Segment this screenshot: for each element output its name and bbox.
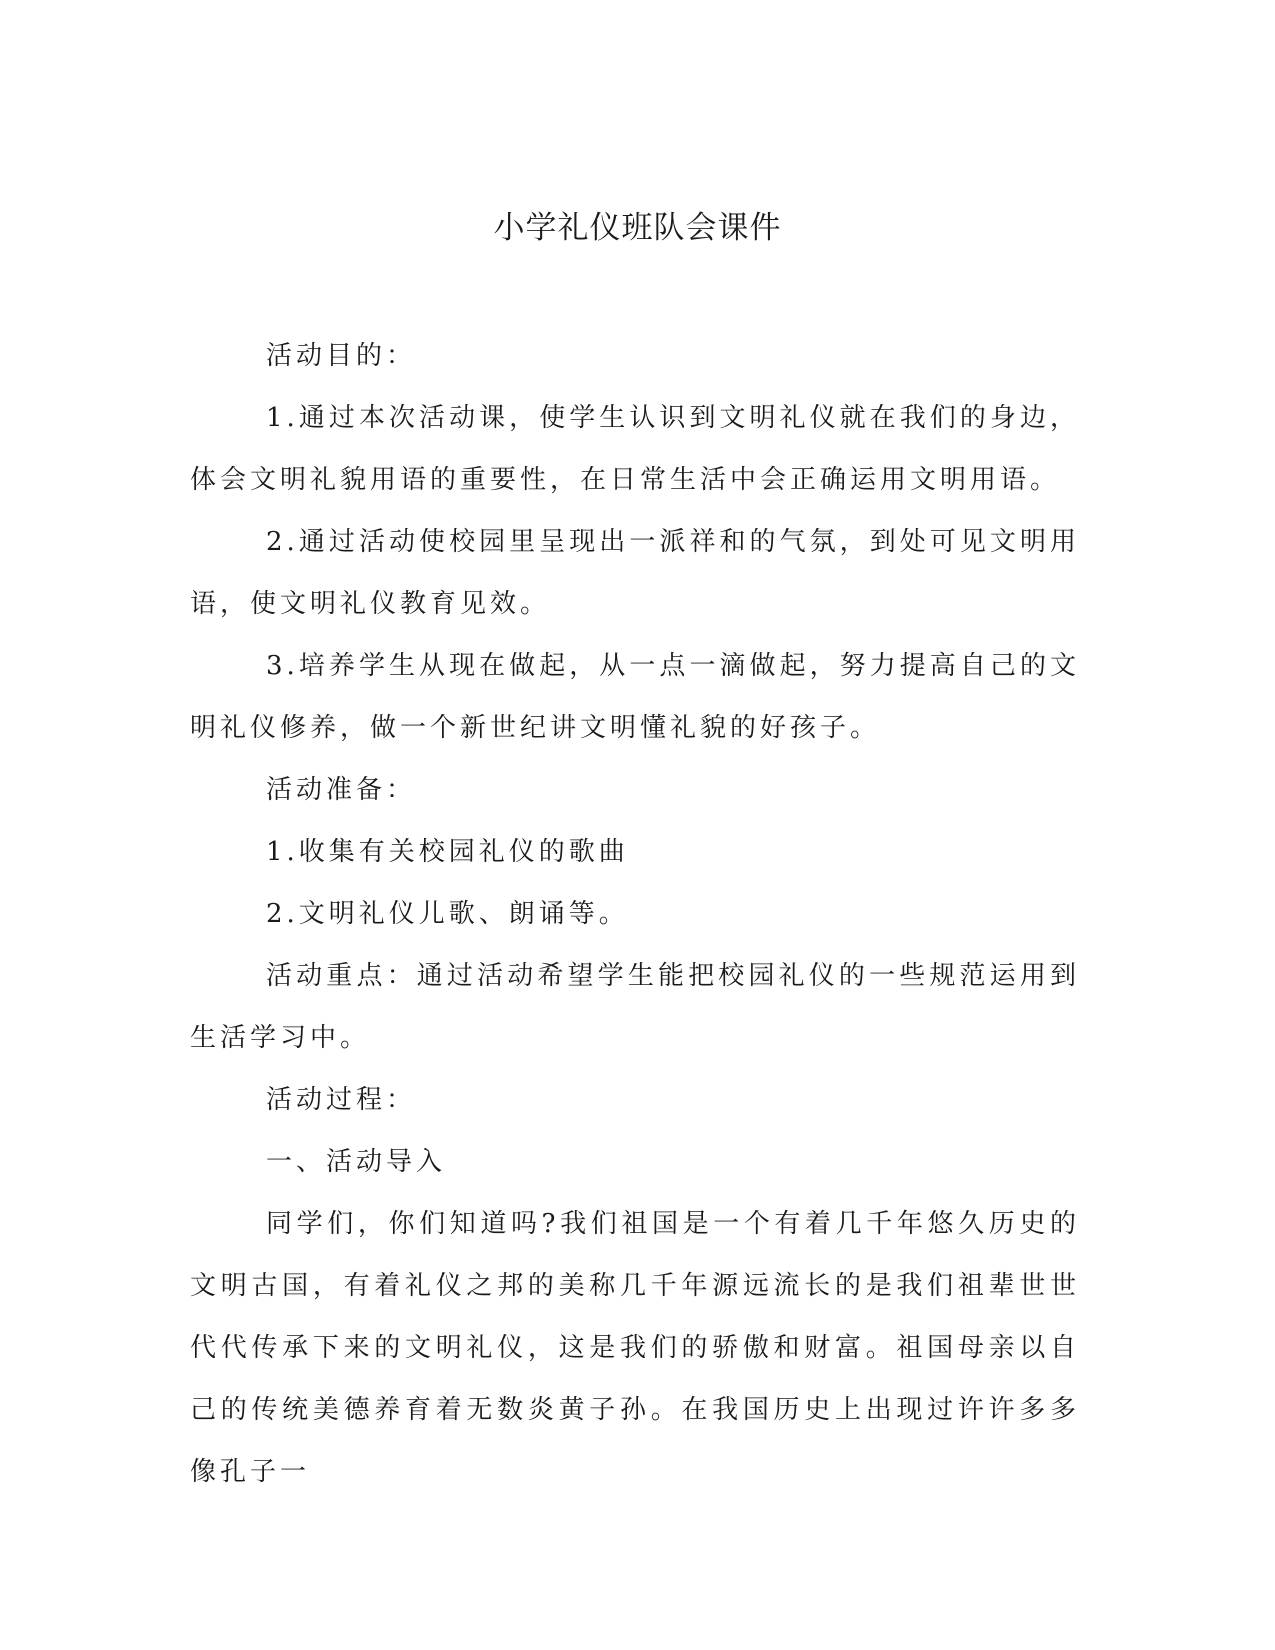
paragraph-activity-preparation-heading: 活动准备： bbox=[266, 775, 417, 805]
paragraph-section-one-heading: 一、活动导入 bbox=[266, 1147, 447, 1177]
paragraph-preparation-1: 1.收集有关校园礼仪的歌曲 bbox=[266, 837, 629, 867]
paragraph-purpose-1: 1.通过本次活动课，使学生认识到文明礼仪就在我们的身边，体会文明礼貌用语的重要性，在日常生活中会正确运用文明用语。 bbox=[190, 403, 1080, 495]
paragraph-purpose-3: 3.培养学生从现在做起，从一点一滴做起，努力提高自己的文明礼仪修养，做一个新世纪讲文明懂礼貌的好孩子。 bbox=[190, 651, 1080, 743]
paragraph-preparation-2: 2.文明礼仪儿歌、朗诵等。 bbox=[266, 899, 629, 929]
paragraph-introduction-text: 同学们，你们知道吗?我们祖国是一个有着几千年悠久历史的文明古国，有着礼仪之邦的美称几千年源远流长的是我们祖辈世世代代传承下来的文明礼仪，这是我们的骄傲和财富。祖国母亲以自己的传统美德养育着无数炎黄子孙。在我国历史上出现过许许多多像孔子一 bbox=[190, 1209, 1080, 1487]
document-body bbox=[190, 325, 1080, 1503]
paragraph-purpose-2: 2.通过活动使校园里呈现出一派祥和的气氛，到处可见文明用语，使文明礼仪教育见效。 bbox=[190, 527, 1080, 619]
document-title: 小学礼仪班队会课件 bbox=[493, 210, 782, 246]
paragraph-activity-focus: 活动重点：通过活动希望学生能把校园礼仪的一些规范运用到生活学习中。 bbox=[190, 961, 1080, 1053]
paragraph-activity-process-heading: 活动过程： bbox=[266, 1085, 417, 1115]
paragraph-activity-purpose-heading: 活动目的： bbox=[266, 341, 417, 371]
